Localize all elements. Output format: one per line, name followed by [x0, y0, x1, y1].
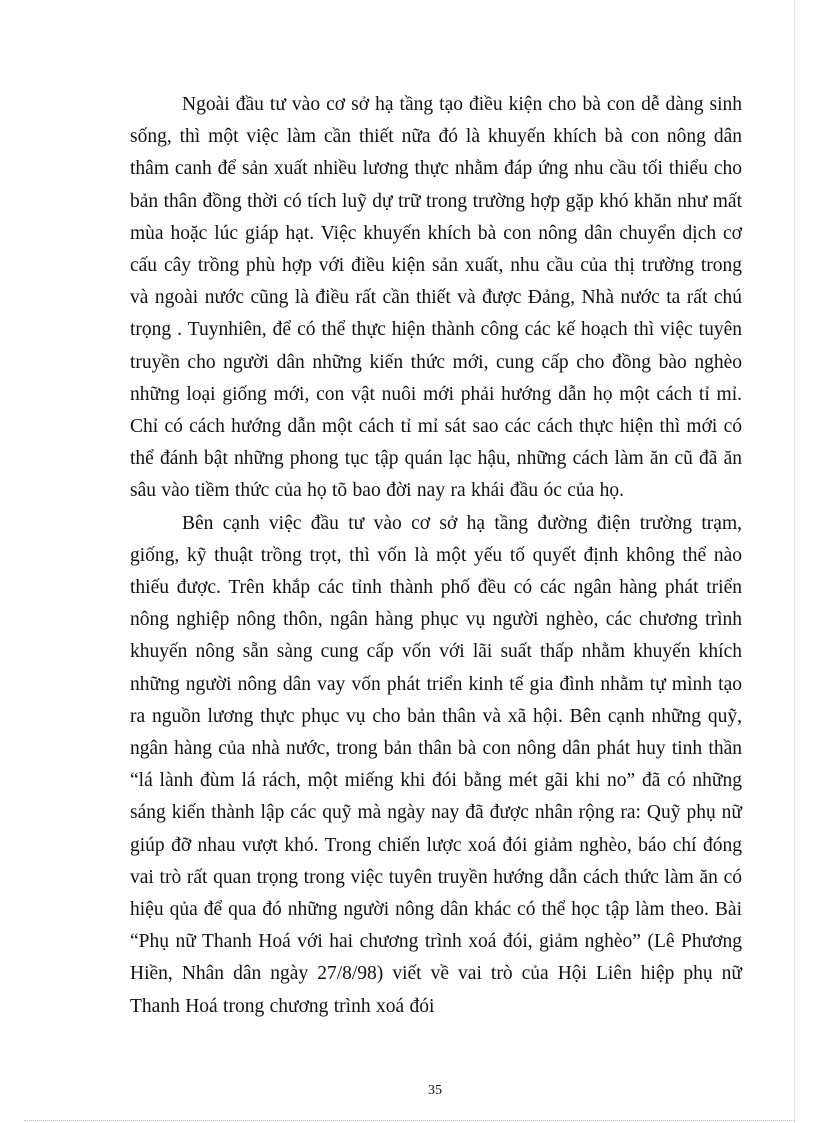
page-number: 35 — [428, 1083, 442, 1098]
page-bottom-border — [24, 1120, 794, 1121]
paragraph-capital: Bên cạnh việc đầu tư vào cơ sở hạ tầng đường điện trường trạm, giống, kỹ thuật trồng trọt, thì vốn là một yếu tố quyết định không thể nào thiếu được. Trên khắp các tỉnh thành phố đều có các ngân hàng phát triển nông nghiệp nông thôn, ngân hàng phục vụ người nghèo, các chương trình khuyến nông sẵn sàng cung cấp vốn với lãi suất thấp nhằm khuyến khích những người nông dân vay vốn phát triển kinh tế gia đình nhằm tự mình tạo ra nguồn lương thực phục vụ cho bản thân và xã hội. Bên cạnh những quỹ, ngân hàng của nhà nước, trong bản thân bà con nông dân phát huy tinh thần “lá lành đùm lá rách, một miếng khi đói bằng mét gãi khi no” đã có những sáng kiến thành lập các quỹ mà ngày nay đã được nhân rộng ra: Quỹ phụ nữ giúp đỡ nhau vượt khó. Trong chiến lược xoá đói giảm nghèo, báo chí đóng vai trò rất quan trọng trong việc tuyên truyền hướng dẫn cách thức làm ăn có hiệu qủa để qua đó những người nông dân khác có thể học tập làm theo. Bài “Phụ nữ Thanh Hoá với hai chương trình xoá đói, giảm nghèo” (Lê Phương Hiền, Nhân dân ngày 27/8/98) viết về vai trò của Hội Liên hiệp phụ nữ Thanh Hoá trong chương trình xoá đói — [130, 512, 742, 1017]
body-text — [130, 89, 742, 1023]
paragraph-infrastructure: Ngoài đầu tư vào cơ sở hạ tầng tạo điều kiện cho bà con dễ dàng sinh sống, thì một việc làm cần thiết nữa đó là khuyến khích bà con nông dân thâm canh để sản xuất nhiều lương thực nhằm đáp ứng nhu cầu tối thiểu cho bản thân đồng thời có tích luỹ dự trữ trong trường hợp gặp khó khăn như mất mùa hoặc lúc giáp hạt. Việc khuyến khích bà con nông dân chuyển dịch cơ cấu cây trồng phù hợp với điều kiện sản xuất, nhu cầu của thị trường trong và ngoài nước cũng là điều rất cần thiết và được Đảng, Nhà nước ta rất chú trọng . Tuynhiên, để có thể thực hiện thành công các kế hoạch thì việc tuyên truyền cho người dân những kiến thức mới, cung cấp cho đồng bào nghèo những loại giống mới, con vật nuôi mới phải hướng dẫn họ một cách tỉ mỉ. Chỉ có cách hướng dẫn một cách tỉ mỉ sát sao các cách thực hiện thì mới có thể đánh bật những phong tục tập quán lạc hậu, những cách làm ăn cũ đã ăn sâu vào tiềm thức của họ tõ bao đời nay ra khái đầu óc của họ. — [130, 94, 742, 502]
page-right-border — [794, 0, 795, 1123]
